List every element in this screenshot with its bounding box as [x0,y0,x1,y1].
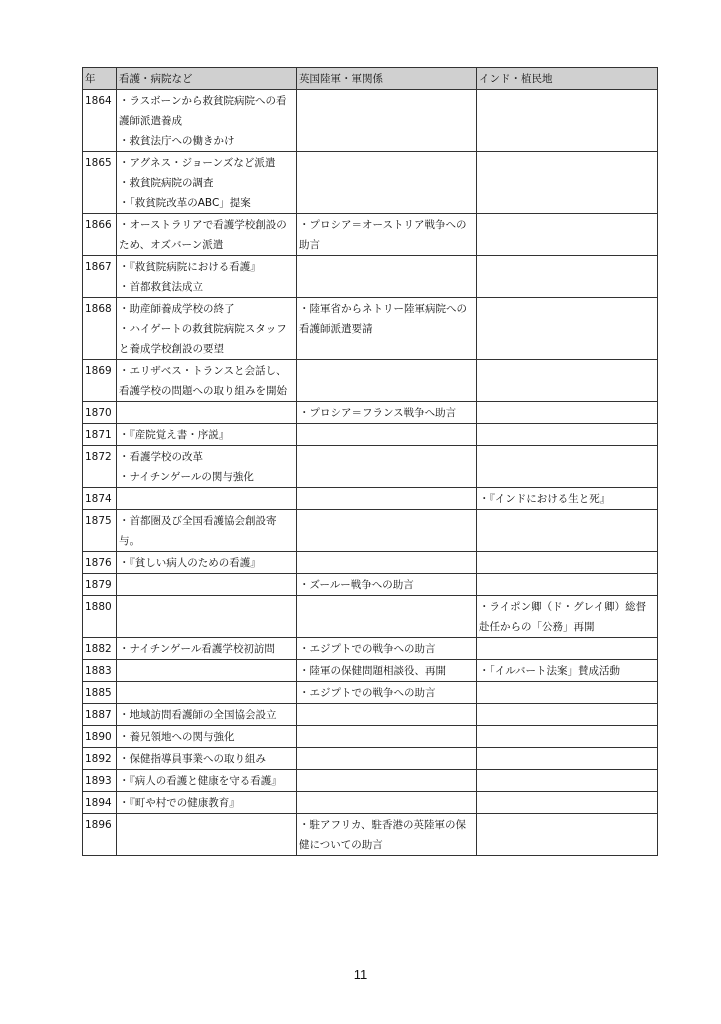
cell-army: ・エジプトでの戦争への助言 [297,682,477,704]
cell-care-hospital: ・ナイチンゲール看護学校初訪問 [117,638,297,660]
table-row [83,214,658,256]
table-body [83,90,658,856]
cell-army [297,792,477,814]
cell-year: 1875 [83,510,117,552]
timeline-table-container [82,67,657,856]
table-row [83,152,658,214]
cell-year: 1893 [83,770,117,792]
cell-care-hospital [117,574,297,596]
cell-army: ・陸軍省からネトリー陸軍病院への看護師派遣要請 [297,298,477,360]
table-row [83,574,658,596]
table-row [83,814,658,856]
cell-year: 1876 [83,552,117,574]
cell-year: 1874 [83,488,117,510]
cell-year: 1882 [83,638,117,660]
table-row [83,596,658,638]
cell-india-colony [477,638,658,660]
table-row [83,726,658,748]
table-row [83,792,658,814]
cell-care-hospital: ・ラスボーンから救貧院病院への看護師派遣養成 ・救貧法庁への働きかけ [117,90,297,152]
cell-year: 1870 [83,402,117,424]
cell-india-colony [477,748,658,770]
cell-care-hospital: ・アグネス・ジョーンズなど派遣 ・救貧院病院の調査 ・「救貧院改革のABC」提案 [117,152,297,214]
cell-army [297,90,477,152]
page-number: 11 [353,967,368,982]
header-year: 年 [83,68,117,90]
table-row [83,660,658,682]
header-india-colony: インド・植民地 [477,68,658,90]
cell-year: 1880 [83,596,117,638]
cell-care-hospital: ・養兄領地への関与強化 [117,726,297,748]
table-row [83,552,658,574]
cell-care-hospital: ・首都圏及び全国看護協会創設寄与。 [117,510,297,552]
table-row [83,90,658,152]
table-row [83,704,658,726]
cell-army [297,446,477,488]
cell-care-hospital [117,660,297,682]
cell-care-hospital: ・助産師養成学校の終了 ・ハイゲートの救貧院病院スタッフと養成学校創設の要望 [117,298,297,360]
cell-army [297,596,477,638]
cell-india-colony [477,814,658,856]
cell-year: 1868 [83,298,117,360]
cell-army: ・エジプトでの戦争への助言 [297,638,477,660]
cell-year: 1896 [83,814,117,856]
cell-care-hospital [117,596,297,638]
cell-year: 1869 [83,360,117,402]
cell-india-colony [477,704,658,726]
cell-care-hospital [117,814,297,856]
cell-army [297,552,477,574]
timeline-table [82,67,658,856]
cell-india-colony [477,726,658,748]
table-row [83,446,658,488]
cell-india-colony: ・『インドにおける生と死』 [477,488,658,510]
cell-army [297,748,477,770]
table-row [83,510,658,552]
table-row [83,770,658,792]
table-row [83,256,658,298]
cell-year: 1894 [83,792,117,814]
cell-care-hospital: ・『病人の看護と健康を守る看護』 [117,770,297,792]
cell-india-colony [477,682,658,704]
table-row [83,298,658,360]
cell-india-colony [477,770,658,792]
table-row [83,360,658,402]
cell-army [297,510,477,552]
cell-year: 1867 [83,256,117,298]
cell-army: ・プロシア＝オーストリア戦争への助言 [297,214,477,256]
cell-army: ・駐アフリカ、駐香港の英陸軍の保健についての助言 [297,814,477,856]
cell-year: 1872 [83,446,117,488]
table-row [83,424,658,446]
cell-india-colony [477,256,658,298]
cell-army: ・ズールー戦争への助言 [297,574,477,596]
cell-care-hospital: ・地域訪問看護師の全国協会設立 [117,704,297,726]
table-row [83,682,658,704]
cell-year: 1887 [83,704,117,726]
cell-year: 1864 [83,90,117,152]
header-army: 英国陸軍・軍関係 [297,68,477,90]
cell-year: 1866 [83,214,117,256]
cell-india-colony: ・ライポン卿（ド・グレイ卿）総督赴任からの「公務」再開 [477,596,658,638]
cell-care-hospital: ・看護学校の改革 ・ナイチンゲールの関与強化 [117,446,297,488]
table-header-row [83,68,658,90]
table-row [83,402,658,424]
cell-india-colony [477,552,658,574]
cell-care-hospital: ・『産院覚え書・序説』 [117,424,297,446]
cell-year: 1879 [83,574,117,596]
cell-india-colony [477,424,658,446]
cell-india-colony [477,90,658,152]
table-row [83,748,658,770]
table-row [83,488,658,510]
cell-year: 1885 [83,682,117,704]
cell-army [297,152,477,214]
cell-army [297,488,477,510]
cell-india-colony: ・「イルバート法案」賛成活動 [477,660,658,682]
cell-year: 1883 [83,660,117,682]
cell-care-hospital: ・保健指導員事業への取り組み [117,748,297,770]
cell-year: 1865 [83,152,117,214]
cell-india-colony [477,446,658,488]
cell-army [297,704,477,726]
cell-care-hospital: ・『救貧院病院における看護』 ・首都救貧法成立 [117,256,297,298]
cell-army [297,726,477,748]
cell-army: ・プロシア＝フランス戦争へ助言 [297,402,477,424]
cell-care-hospital: ・エリザベス・トランスと会話し、看護学校の問題への取り組みを開始 [117,360,297,402]
table-row [83,638,658,660]
cell-india-colony [477,298,658,360]
cell-india-colony [477,402,658,424]
cell-army [297,770,477,792]
cell-year: 1892 [83,748,117,770]
cell-care-hospital [117,488,297,510]
cell-army: ・陸軍の保健問題相談役、再開 [297,660,477,682]
cell-care-hospital [117,402,297,424]
cell-care-hospital: ・『貧しい病人のための看護』 [117,552,297,574]
cell-care-hospital: ・オーストラリアで看護学校創設のため、オズバーン派遣 [117,214,297,256]
cell-india-colony [477,574,658,596]
cell-india-colony [477,214,658,256]
cell-army [297,256,477,298]
header-care-hospital: 看護・病院など [117,68,297,90]
cell-year: 1890 [83,726,117,748]
cell-care-hospital [117,682,297,704]
cell-india-colony [477,510,658,552]
cell-india-colony [477,360,658,402]
cell-army [297,360,477,402]
cell-army [297,424,477,446]
cell-india-colony [477,792,658,814]
cell-care-hospital: ・『町や村での健康教育』 [117,792,297,814]
cell-year: 1871 [83,424,117,446]
cell-india-colony [477,152,658,214]
